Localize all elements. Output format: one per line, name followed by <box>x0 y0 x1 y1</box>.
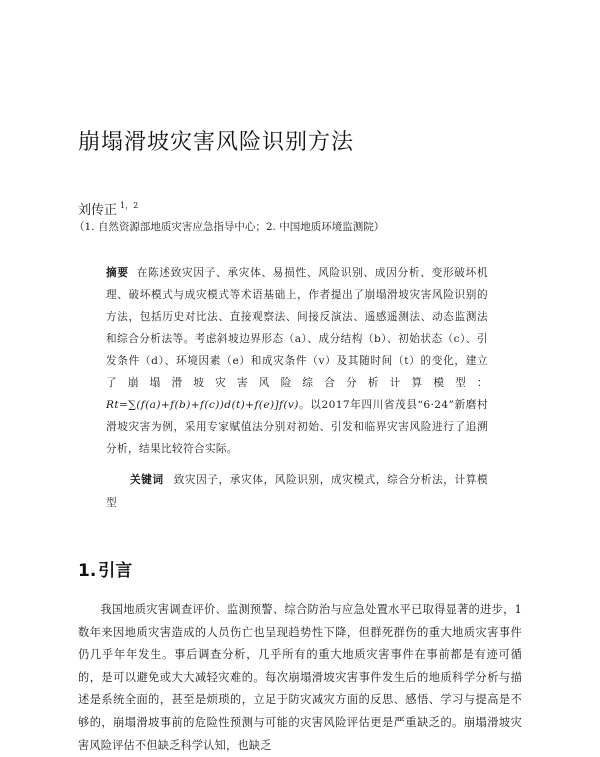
affiliation: （1. 自然资源部地质灾害应急指导中心；2. 中国地质环境监测院） <box>74 221 385 233</box>
abstract <box>106 262 488 460</box>
section-number: 1. <box>78 561 97 581</box>
keywords <box>106 469 488 515</box>
risk-formula: Rt=∑(f(a)+f(b)+f(c))d(t)+f(e)]f(v) <box>106 399 299 411</box>
body-paragraph: 我国地质灾害调查评价、监测预警、综合防治与应急处置水平已取得显著的进步，1数年来因地质灾害造成的人员伤亡也呈现趋势性下降，但群死群伤的重大地质灾害事件仍几乎年年发生。事后调查分析，几乎所有的重大地质灾害事件在事前都是有迹可循的，是可以避免或大大减轻灾难的。每次崩塌滑坡灾害事件发生后的地质科学分析与描述是系统全面的，甚至是烦琐的，立足于防灾减灾方面的反思、感悟、学习与提高是不够的，崩塌滑坡事前的危险性预测与可能的灾害风险评估更是严重缺乏的。崩塌滑坡灾害风险评估不但缺乏科学认知，也缺乏 <box>78 603 522 752</box>
abstract-text-before: 在陈述致灾因子、承灾体、易损性、风险识别、成因分析、变形破坏机理、破坏模式与成灾模式等术语基础上，作者提出了崩塌滑坡灾害风险识别的方法，包括历史对比法、直接观察法、间接反演法、遥感遥测法、动态监测法和综合分析法等。考虑斜坡边界形态（a）、成分结构（b）、初始状态（c）、引发条件（d）、环境因素（e）和成灾条件（v）及其随时间（t）的变化，建立了崩塌滑坡灾害风险综合分析计算模型： <box>106 267 488 389</box>
section-heading <box>78 560 132 582</box>
section-title: 引言 <box>98 561 133 581</box>
abstract-label: 摘要 <box>106 267 129 279</box>
author-affiliation-marker: 1，2 <box>120 201 139 210</box>
abstract-text-after: 。以2017年四川省茂县“6·24”新磨村滑坡灾害为例，采用专家赋值法分别对初始、引发和临界灾害风险进行了追溯分析，结果比较符合实际。 <box>106 399 488 455</box>
paper-title: 崩塌滑坡灾害风险识别方法 <box>78 130 355 155</box>
keywords-label: 关键词 <box>130 474 164 486</box>
author-line <box>78 197 138 220</box>
author-name: 刘传正 <box>78 203 118 218</box>
keywords-text: 致灾因子，承灾体，风险识别，成灾模式，综合分析法，计算模型 <box>106 474 488 509</box>
